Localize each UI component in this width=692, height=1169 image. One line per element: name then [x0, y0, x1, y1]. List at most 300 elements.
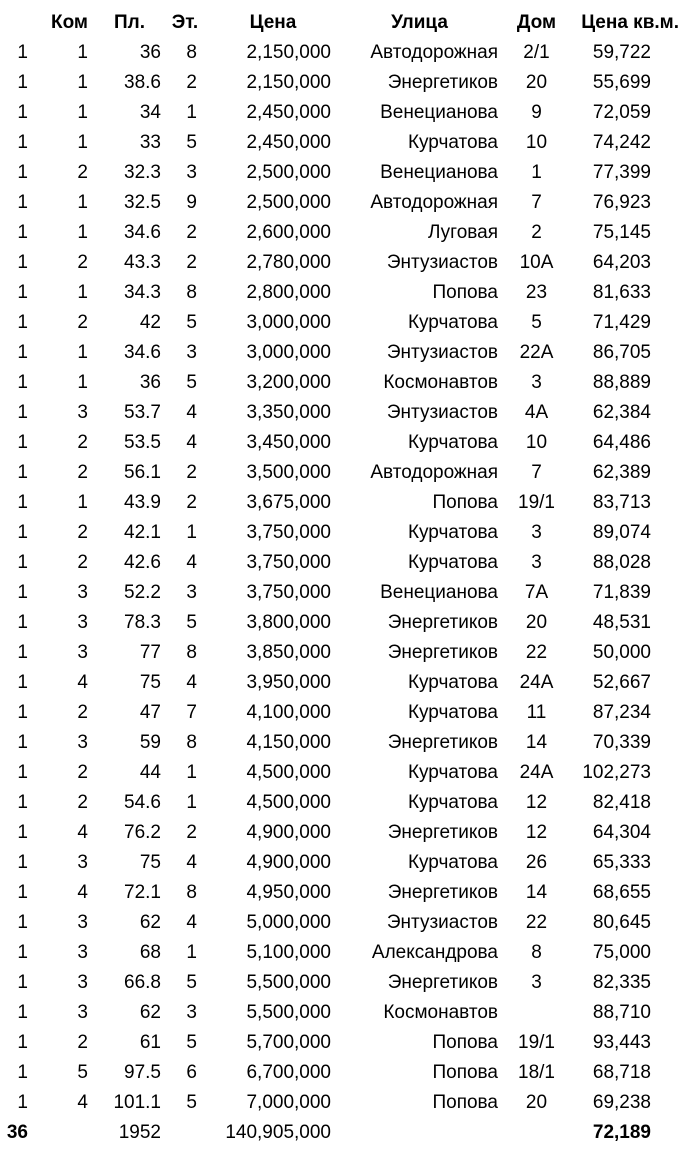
cell-street[interactable]: Курчатова — [407, 702, 498, 723]
cell-price-per-sqm[interactable]: 69,238 — [592, 1092, 651, 1113]
cell-street[interactable]: Курчатова — [407, 762, 498, 783]
cell-house[interactable]: 9 — [531, 102, 542, 123]
cell-house[interactable]: 7А — [524, 582, 549, 603]
cell-price-per-sqm[interactable]: 74,242 — [592, 132, 651, 153]
header-house[interactable]: Дом — [516, 12, 557, 33]
cell-floor[interactable]: 2 — [186, 822, 197, 843]
cell-area[interactable]: 78.3 — [124, 612, 161, 633]
cell-index[interactable]: 1 — [17, 372, 28, 393]
total-area[interactable]: 1952 — [118, 1122, 161, 1143]
cell-area[interactable]: 32.3 — [124, 162, 161, 183]
cell-rooms[interactable]: 3 — [77, 582, 88, 603]
cell-street[interactable]: Энтузиастов — [386, 402, 498, 423]
cell-price[interactable]: 3,750,000 — [246, 522, 331, 543]
cell-price-per-sqm[interactable]: 71,839 — [592, 582, 651, 603]
cell-price-per-sqm[interactable]: 64,486 — [592, 432, 651, 453]
cell-price-per-sqm[interactable]: 76,923 — [592, 192, 651, 213]
cell-area[interactable]: 66.8 — [124, 972, 161, 993]
cell-price-per-sqm[interactable]: 88,889 — [592, 372, 651, 393]
cell-index[interactable]: 1 — [17, 672, 28, 693]
cell-floor[interactable]: 9 — [186, 192, 197, 213]
cell-rooms[interactable]: 2 — [77, 792, 88, 813]
cell-house[interactable]: 10А — [519, 252, 554, 273]
cell-house[interactable]: 2/1 — [523, 42, 550, 63]
cell-street[interactable]: Курчатова — [407, 132, 498, 153]
cell-street[interactable]: Александрова — [371, 942, 498, 963]
cell-floor[interactable]: 2 — [186, 222, 197, 243]
cell-floor[interactable]: 4 — [186, 402, 197, 423]
cell-rooms[interactable]: 1 — [77, 282, 88, 303]
cell-floor[interactable]: 3 — [186, 1002, 197, 1023]
cell-area[interactable]: 76.2 — [124, 822, 161, 843]
cell-index[interactable]: 1 — [17, 192, 28, 213]
cell-floor[interactable]: 1 — [186, 792, 197, 813]
cell-street[interactable]: Попова — [432, 282, 498, 303]
cell-floor[interactable]: 1 — [186, 522, 197, 543]
cell-rooms[interactable]: 3 — [77, 642, 88, 663]
cell-price[interactable]: 2,500,000 — [246, 162, 331, 183]
cell-street[interactable]: Космонавтов — [383, 372, 498, 393]
cell-house[interactable]: 8 — [531, 942, 542, 963]
cell-price[interactable]: 3,350,000 — [246, 402, 331, 423]
cell-index[interactable]: 1 — [17, 222, 28, 243]
cell-price-per-sqm[interactable]: 80,645 — [592, 912, 651, 933]
cell-area[interactable]: 36 — [139, 42, 161, 63]
total-rooms-empty[interactable] — [40, 1118, 92, 1148]
cell-rooms[interactable]: 2 — [77, 552, 88, 573]
cell-area[interactable]: 75 — [139, 672, 161, 693]
cell-rooms[interactable]: 3 — [77, 942, 88, 963]
cell-index[interactable]: 1 — [17, 972, 28, 993]
cell-price-per-sqm[interactable]: 83,713 — [592, 492, 651, 513]
cell-price-per-sqm[interactable]: 89,074 — [592, 522, 651, 543]
cell-house[interactable]: 14 — [525, 732, 548, 753]
cell-rooms[interactable]: 2 — [77, 462, 88, 483]
cell-street[interactable]: Курчатова — [407, 312, 498, 333]
cell-street[interactable]: Энтузиастов — [386, 912, 498, 933]
cell-house[interactable]: 7 — [531, 462, 542, 483]
cell-floor[interactable]: 4 — [186, 912, 197, 933]
total-floor-empty[interactable] — [167, 1118, 203, 1148]
cell-area[interactable]: 56.1 — [124, 462, 161, 483]
cell-street[interactable]: Энергетиков — [387, 822, 498, 843]
cell-house[interactable]: 11 — [526, 702, 547, 723]
cell-street[interactable]: Энергетиков — [387, 972, 498, 993]
cell-street[interactable]: Курчатова — [407, 672, 498, 693]
cell-price[interactable]: 4,150,000 — [246, 732, 331, 753]
cell-price[interactable]: 4,500,000 — [246, 792, 331, 813]
cell-index[interactable]: 1 — [17, 312, 28, 333]
cell-price[interactable]: 3,675,000 — [246, 492, 331, 513]
cell-rooms[interactable]: 3 — [77, 402, 88, 423]
cell-floor[interactable]: 5 — [186, 132, 197, 153]
cell-area[interactable]: 53.7 — [124, 402, 161, 423]
cell-floor[interactable]: 8 — [186, 282, 197, 303]
cell-street[interactable]: Попова — [432, 1032, 498, 1053]
cell-area[interactable]: 32.5 — [124, 192, 161, 213]
cell-index[interactable]: 1 — [17, 702, 28, 723]
cell-floor[interactable]: 1 — [186, 102, 197, 123]
cell-floor[interactable]: 3 — [186, 162, 197, 183]
cell-house[interactable]: 22 — [525, 642, 548, 663]
cell-floor[interactable]: 8 — [186, 882, 197, 903]
cell-rooms[interactable]: 2 — [77, 162, 88, 183]
cell-floor[interactable]: 5 — [186, 372, 197, 393]
cell-street[interactable]: Энергетиков — [387, 732, 498, 753]
cell-street[interactable]: Попова — [432, 1062, 498, 1083]
cell-rooms[interactable]: 2 — [77, 252, 88, 273]
total-street-empty[interactable] — [337, 1118, 502, 1148]
cell-area[interactable]: 52.2 — [124, 582, 161, 603]
cell-area[interactable]: 34 — [139, 102, 161, 123]
cell-rooms[interactable]: 1 — [77, 132, 88, 153]
cell-price-per-sqm[interactable]: 65,333 — [592, 852, 651, 873]
cell-floor[interactable]: 2 — [186, 252, 197, 273]
cell-index[interactable]: 1 — [17, 72, 28, 93]
cell-street[interactable]: Венецианова — [380, 102, 498, 123]
cell-house[interactable]: 3 — [531, 972, 542, 993]
cell-house[interactable]: 22 — [525, 912, 548, 933]
cell-price[interactable]: 4,900,000 — [246, 852, 331, 873]
cell-rooms[interactable]: 2 — [77, 762, 88, 783]
cell-index[interactable]: 1 — [17, 1002, 28, 1023]
cell-price[interactable]: 4,100,000 — [246, 702, 331, 723]
cell-floor[interactable]: 4 — [186, 672, 197, 693]
cell-street[interactable]: Энергетиков — [387, 882, 498, 903]
cell-area[interactable]: 34.6 — [124, 342, 161, 363]
total-house-empty[interactable] — [502, 1118, 571, 1148]
cell-area[interactable]: 72.1 — [124, 882, 161, 903]
cell-index[interactable]: 1 — [17, 732, 28, 753]
cell-house[interactable]: 12 — [525, 792, 548, 813]
cell-area[interactable]: 54.6 — [124, 792, 161, 813]
cell-price-per-sqm[interactable]: 82,418 — [592, 792, 651, 813]
cell-house[interactable]: 24А — [519, 762, 554, 783]
cell-floor[interactable]: 5 — [186, 612, 197, 633]
cell-house[interactable]: 10 — [525, 132, 548, 153]
cell-price-per-sqm[interactable]: 62,389 — [592, 462, 651, 483]
cell-price-per-sqm[interactable]: 82,335 — [592, 972, 651, 993]
cell-street[interactable]: Курчатова — [407, 552, 498, 573]
cell-price[interactable]: 3,750,000 — [246, 582, 331, 603]
cell-index[interactable]: 1 — [17, 642, 28, 663]
cell-floor[interactable]: 2 — [186, 462, 197, 483]
cell-rooms[interactable]: 4 — [77, 882, 88, 903]
cell-area[interactable]: 43.3 — [124, 252, 161, 273]
cell-house[interactable]: 20 — [525, 612, 548, 633]
cell-house[interactable]: 7 — [531, 192, 542, 213]
cell-area[interactable]: 38.6 — [124, 72, 161, 93]
cell-index[interactable]: 1 — [17, 1032, 28, 1053]
cell-street[interactable]: Автодорожная — [370, 462, 498, 483]
cell-house[interactable]: 19/1 — [518, 1032, 555, 1053]
cell-rooms[interactable]: 2 — [77, 312, 88, 333]
cell-area[interactable]: 62 — [139, 1002, 161, 1023]
cell-price[interactable]: 3,200,000 — [246, 372, 331, 393]
cell-house[interactable]: 3 — [531, 552, 542, 573]
cell-area[interactable]: 43.9 — [124, 492, 161, 513]
cell-street[interactable]: Курчатова — [407, 792, 498, 813]
cell-index[interactable]: 1 — [17, 942, 28, 963]
cell-rooms[interactable]: 3 — [77, 912, 88, 933]
cell-house[interactable]: 4А — [524, 402, 549, 423]
cell-floor[interactable]: 5 — [186, 972, 197, 993]
cell-floor[interactable]: 3 — [186, 342, 197, 363]
cell-floor[interactable]: 3 — [186, 582, 197, 603]
cell-area[interactable]: 77 — [139, 642, 161, 663]
cell-rooms[interactable]: 2 — [77, 1032, 88, 1053]
cell-price-per-sqm[interactable]: 52,667 — [592, 672, 651, 693]
cell-price[interactable]: 2,150,000 — [246, 72, 331, 93]
cell-area[interactable]: 36 — [139, 372, 161, 393]
cell-rooms[interactable]: 3 — [77, 1002, 88, 1023]
cell-area[interactable]: 34.3 — [124, 282, 161, 303]
cell-index[interactable]: 1 — [17, 402, 28, 423]
cell-street[interactable]: Космонавтов — [383, 1002, 498, 1023]
cell-price[interactable]: 2,800,000 — [246, 282, 331, 303]
cell-price[interactable]: 2,450,000 — [246, 102, 331, 123]
cell-price[interactable]: 2,600,000 — [246, 222, 331, 243]
cell-street[interactable]: Курчатова — [407, 432, 498, 453]
cell-price-per-sqm[interactable]: 75,000 — [592, 942, 651, 963]
cell-floor[interactable]: 4 — [186, 552, 197, 573]
cell-house[interactable]: 12 — [525, 822, 548, 843]
cell-price-per-sqm[interactable]: 59,722 — [592, 42, 651, 63]
total-price[interactable]: 140,905,000 — [225, 1122, 331, 1143]
cell-street[interactable]: Автодорожная — [370, 192, 498, 213]
cell-price[interactable]: 3,850,000 — [246, 642, 331, 663]
cell-index[interactable]: 1 — [17, 492, 28, 513]
cell-area[interactable]: 53.5 — [124, 432, 161, 453]
cell-price-per-sqm[interactable]: 93,443 — [592, 1032, 651, 1053]
cell-price-per-sqm[interactable]: 68,718 — [592, 1062, 651, 1083]
cell-area[interactable]: 68 — [139, 942, 161, 963]
cell-area[interactable]: 75 — [139, 852, 161, 873]
header-rooms[interactable]: Ком — [50, 12, 88, 33]
cell-rooms[interactable]: 1 — [77, 192, 88, 213]
total-price-per-sqm[interactable]: 72,189 — [592, 1122, 651, 1143]
cell-house[interactable]: 14 — [525, 882, 548, 903]
cell-price-per-sqm[interactable]: 62,384 — [592, 402, 651, 423]
cell-index[interactable]: 1 — [17, 912, 28, 933]
cell-street[interactable]: Энергетиков — [387, 72, 498, 93]
cell-rooms[interactable]: 1 — [77, 42, 88, 63]
cell-rooms[interactable]: 2 — [77, 702, 88, 723]
cell-price[interactable]: 5,000,000 — [246, 912, 331, 933]
cell-price-per-sqm[interactable]: 64,203 — [592, 252, 651, 273]
cell-price[interactable]: 5,500,000 — [246, 1002, 331, 1023]
cell-street[interactable]: Венецианова — [380, 582, 498, 603]
cell-rooms[interactable]: 4 — [77, 822, 88, 843]
cell-street[interactable]: Энтузиастов — [386, 252, 498, 273]
cell-price[interactable]: 7,000,000 — [246, 1092, 331, 1113]
cell-rooms[interactable]: 1 — [77, 342, 88, 363]
cell-house[interactable]: 26 — [525, 852, 548, 873]
cell-floor[interactable]: 4 — [186, 852, 197, 873]
cell-price-per-sqm[interactable]: 88,710 — [592, 1002, 651, 1023]
cell-street[interactable]: Энтузиастов — [386, 342, 498, 363]
cell-price[interactable]: 5,100,000 — [246, 942, 331, 963]
cell-street[interactable]: Венецианова — [380, 162, 498, 183]
cell-index[interactable]: 1 — [17, 162, 28, 183]
cell-area[interactable]: 42.6 — [124, 552, 161, 573]
cell-house[interactable]: 10 — [525, 432, 548, 453]
cell-area[interactable]: 34.6 — [124, 222, 161, 243]
cell-index[interactable]: 1 — [17, 552, 28, 573]
cell-house[interactable]: 3 — [531, 372, 542, 393]
cell-index[interactable]: 1 — [17, 462, 28, 483]
cell-price[interactable]: 5,700,000 — [246, 1032, 331, 1053]
cell-street[interactable]: Луговая — [428, 222, 498, 243]
cell-price-per-sqm[interactable]: 70,339 — [592, 732, 651, 753]
cell-price-per-sqm[interactable]: 86,705 — [592, 342, 651, 363]
cell-rooms[interactable]: 1 — [77, 372, 88, 393]
cell-index[interactable]: 1 — [17, 822, 28, 843]
cell-house[interactable] — [502, 998, 571, 1028]
cell-floor[interactable]: 2 — [186, 72, 197, 93]
cell-floor[interactable]: 2 — [186, 492, 197, 513]
cell-index[interactable]: 1 — [17, 612, 28, 633]
cell-area[interactable]: 97.5 — [124, 1062, 161, 1083]
cell-rooms[interactable]: 3 — [77, 852, 88, 873]
cell-floor[interactable]: 8 — [186, 732, 197, 753]
cell-street[interactable]: Курчатова — [407, 522, 498, 543]
cell-house[interactable]: 3 — [531, 522, 542, 543]
cell-index[interactable]: 1 — [17, 582, 28, 603]
cell-street[interactable]: Попова — [432, 492, 498, 513]
cell-price[interactable]: 4,950,000 — [246, 882, 331, 903]
cell-price-per-sqm[interactable]: 71,429 — [592, 312, 651, 333]
cell-rooms[interactable]: 3 — [77, 732, 88, 753]
cell-house[interactable]: 20 — [525, 72, 548, 93]
cell-price[interactable]: 4,500,000 — [246, 762, 331, 783]
cell-floor[interactable]: 5 — [186, 1032, 197, 1053]
cell-rooms[interactable]: 1 — [77, 492, 88, 513]
cell-street[interactable]: Энергетиков — [387, 642, 498, 663]
cell-price[interactable]: 3,450,000 — [246, 432, 331, 453]
cell-rooms[interactable]: 1 — [77, 102, 88, 123]
cell-area[interactable]: 33 — [139, 132, 161, 153]
cell-price-per-sqm[interactable]: 81,633 — [592, 282, 651, 303]
cell-rooms[interactable]: 1 — [77, 222, 88, 243]
cell-floor[interactable]: 5 — [186, 1092, 197, 1113]
cell-index[interactable]: 1 — [17, 852, 28, 873]
cell-floor[interactable]: 4 — [186, 432, 197, 453]
cell-price-per-sqm[interactable]: 75,145 — [592, 222, 651, 243]
cell-price[interactable]: 6,700,000 — [246, 1062, 331, 1083]
header-price-per-sqm[interactable]: Цена кв.м. — [581, 12, 679, 33]
cell-index[interactable]: 1 — [17, 132, 28, 153]
cell-price-per-sqm[interactable]: 50,000 — [592, 642, 651, 663]
cell-house[interactable]: 20 — [525, 1092, 548, 1113]
cell-index[interactable]: 1 — [17, 762, 28, 783]
cell-price[interactable]: 3,750,000 — [246, 552, 331, 573]
cell-index[interactable]: 1 — [17, 42, 28, 63]
cell-street[interactable]: Попова — [432, 1092, 498, 1113]
cell-index[interactable]: 1 — [17, 1092, 28, 1113]
cell-price[interactable]: 2,450,000 — [246, 132, 331, 153]
cell-street[interactable]: Энергетиков — [387, 612, 498, 633]
cell-price[interactable]: 2,150,000 — [246, 42, 331, 63]
cell-floor[interactable]: 8 — [186, 642, 197, 663]
cell-rooms[interactable]: 3 — [77, 612, 88, 633]
cell-price-per-sqm[interactable]: 64,304 — [592, 822, 651, 843]
cell-floor[interactable]: 1 — [186, 762, 197, 783]
cell-price[interactable]: 5,500,000 — [246, 972, 331, 993]
cell-area[interactable]: 61 — [139, 1032, 161, 1053]
cell-rooms[interactable]: 1 — [77, 72, 88, 93]
cell-price[interactable]: 3,000,000 — [246, 312, 331, 333]
header-index[interactable] — [0, 8, 40, 38]
cell-rooms[interactable]: 3 — [77, 972, 88, 993]
cell-price[interactable]: 2,780,000 — [246, 252, 331, 273]
cell-price[interactable]: 3,800,000 — [246, 612, 331, 633]
cell-index[interactable]: 1 — [17, 282, 28, 303]
cell-area[interactable]: 44 — [139, 762, 161, 783]
cell-house[interactable]: 22А — [519, 342, 554, 363]
cell-price[interactable]: 3,950,000 — [246, 672, 331, 693]
cell-index[interactable]: 1 — [17, 342, 28, 363]
cell-price-per-sqm[interactable]: 87,234 — [592, 702, 651, 723]
cell-price-per-sqm[interactable]: 102,273 — [582, 762, 651, 783]
header-street[interactable]: Улица — [391, 12, 448, 33]
cell-index[interactable]: 1 — [17, 252, 28, 273]
cell-street[interactable]: Курчатова — [407, 852, 498, 873]
header-floor[interactable]: Эт. — [171, 12, 199, 33]
cell-index[interactable]: 1 — [17, 432, 28, 453]
cell-house[interactable]: 18/1 — [518, 1062, 555, 1083]
cell-area[interactable]: 101.1 — [113, 1092, 161, 1113]
cell-index[interactable]: 1 — [17, 102, 28, 123]
cell-area[interactable]: 42 — [139, 312, 161, 333]
cell-house[interactable]: 24А — [519, 672, 554, 693]
cell-price-per-sqm[interactable]: 77,399 — [592, 162, 651, 183]
cell-area[interactable]: 59 — [139, 732, 161, 753]
header-area[interactable]: Пл. — [113, 12, 145, 33]
cell-index[interactable]: 1 — [17, 792, 28, 813]
cell-floor[interactable]: 1 — [186, 942, 197, 963]
cell-house[interactable]: 1 — [531, 162, 542, 183]
cell-house[interactable]: 19/1 — [518, 492, 555, 513]
total-count[interactable]: 36 — [6, 1122, 28, 1143]
cell-area[interactable]: 47 — [139, 702, 161, 723]
cell-index[interactable]: 1 — [17, 882, 28, 903]
cell-floor[interactable]: 8 — [186, 42, 197, 63]
cell-price-per-sqm[interactable]: 88,028 — [592, 552, 651, 573]
cell-price-per-sqm[interactable]: 72,059 — [592, 102, 651, 123]
cell-rooms[interactable]: 5 — [77, 1062, 88, 1083]
cell-area[interactable]: 62 — [139, 912, 161, 933]
cell-price-per-sqm[interactable]: 48,531 — [592, 612, 651, 633]
cell-price[interactable]: 2,500,000 — [246, 192, 331, 213]
cell-rooms[interactable]: 4 — [77, 672, 88, 693]
cell-area[interactable]: 42.1 — [124, 522, 161, 543]
header-price[interactable]: Цена — [249, 12, 297, 33]
cell-price[interactable]: 3,500,000 — [246, 462, 331, 483]
cell-floor[interactable]: 5 — [186, 312, 197, 333]
cell-street[interactable]: Автодорожная — [370, 42, 498, 63]
cell-price-per-sqm[interactable]: 55,699 — [592, 72, 651, 93]
cell-price[interactable]: 4,900,000 — [246, 822, 331, 843]
cell-rooms[interactable]: 4 — [77, 1092, 88, 1113]
cell-house[interactable]: 23 — [525, 282, 548, 303]
cell-index[interactable]: 1 — [17, 1062, 28, 1083]
cell-house[interactable]: 5 — [531, 312, 542, 333]
cell-floor[interactable]: 7 — [186, 702, 197, 723]
cell-house[interactable]: 2 — [531, 222, 542, 243]
cell-price-per-sqm[interactable]: 68,655 — [592, 882, 651, 903]
cell-rooms[interactable]: 2 — [77, 432, 88, 453]
